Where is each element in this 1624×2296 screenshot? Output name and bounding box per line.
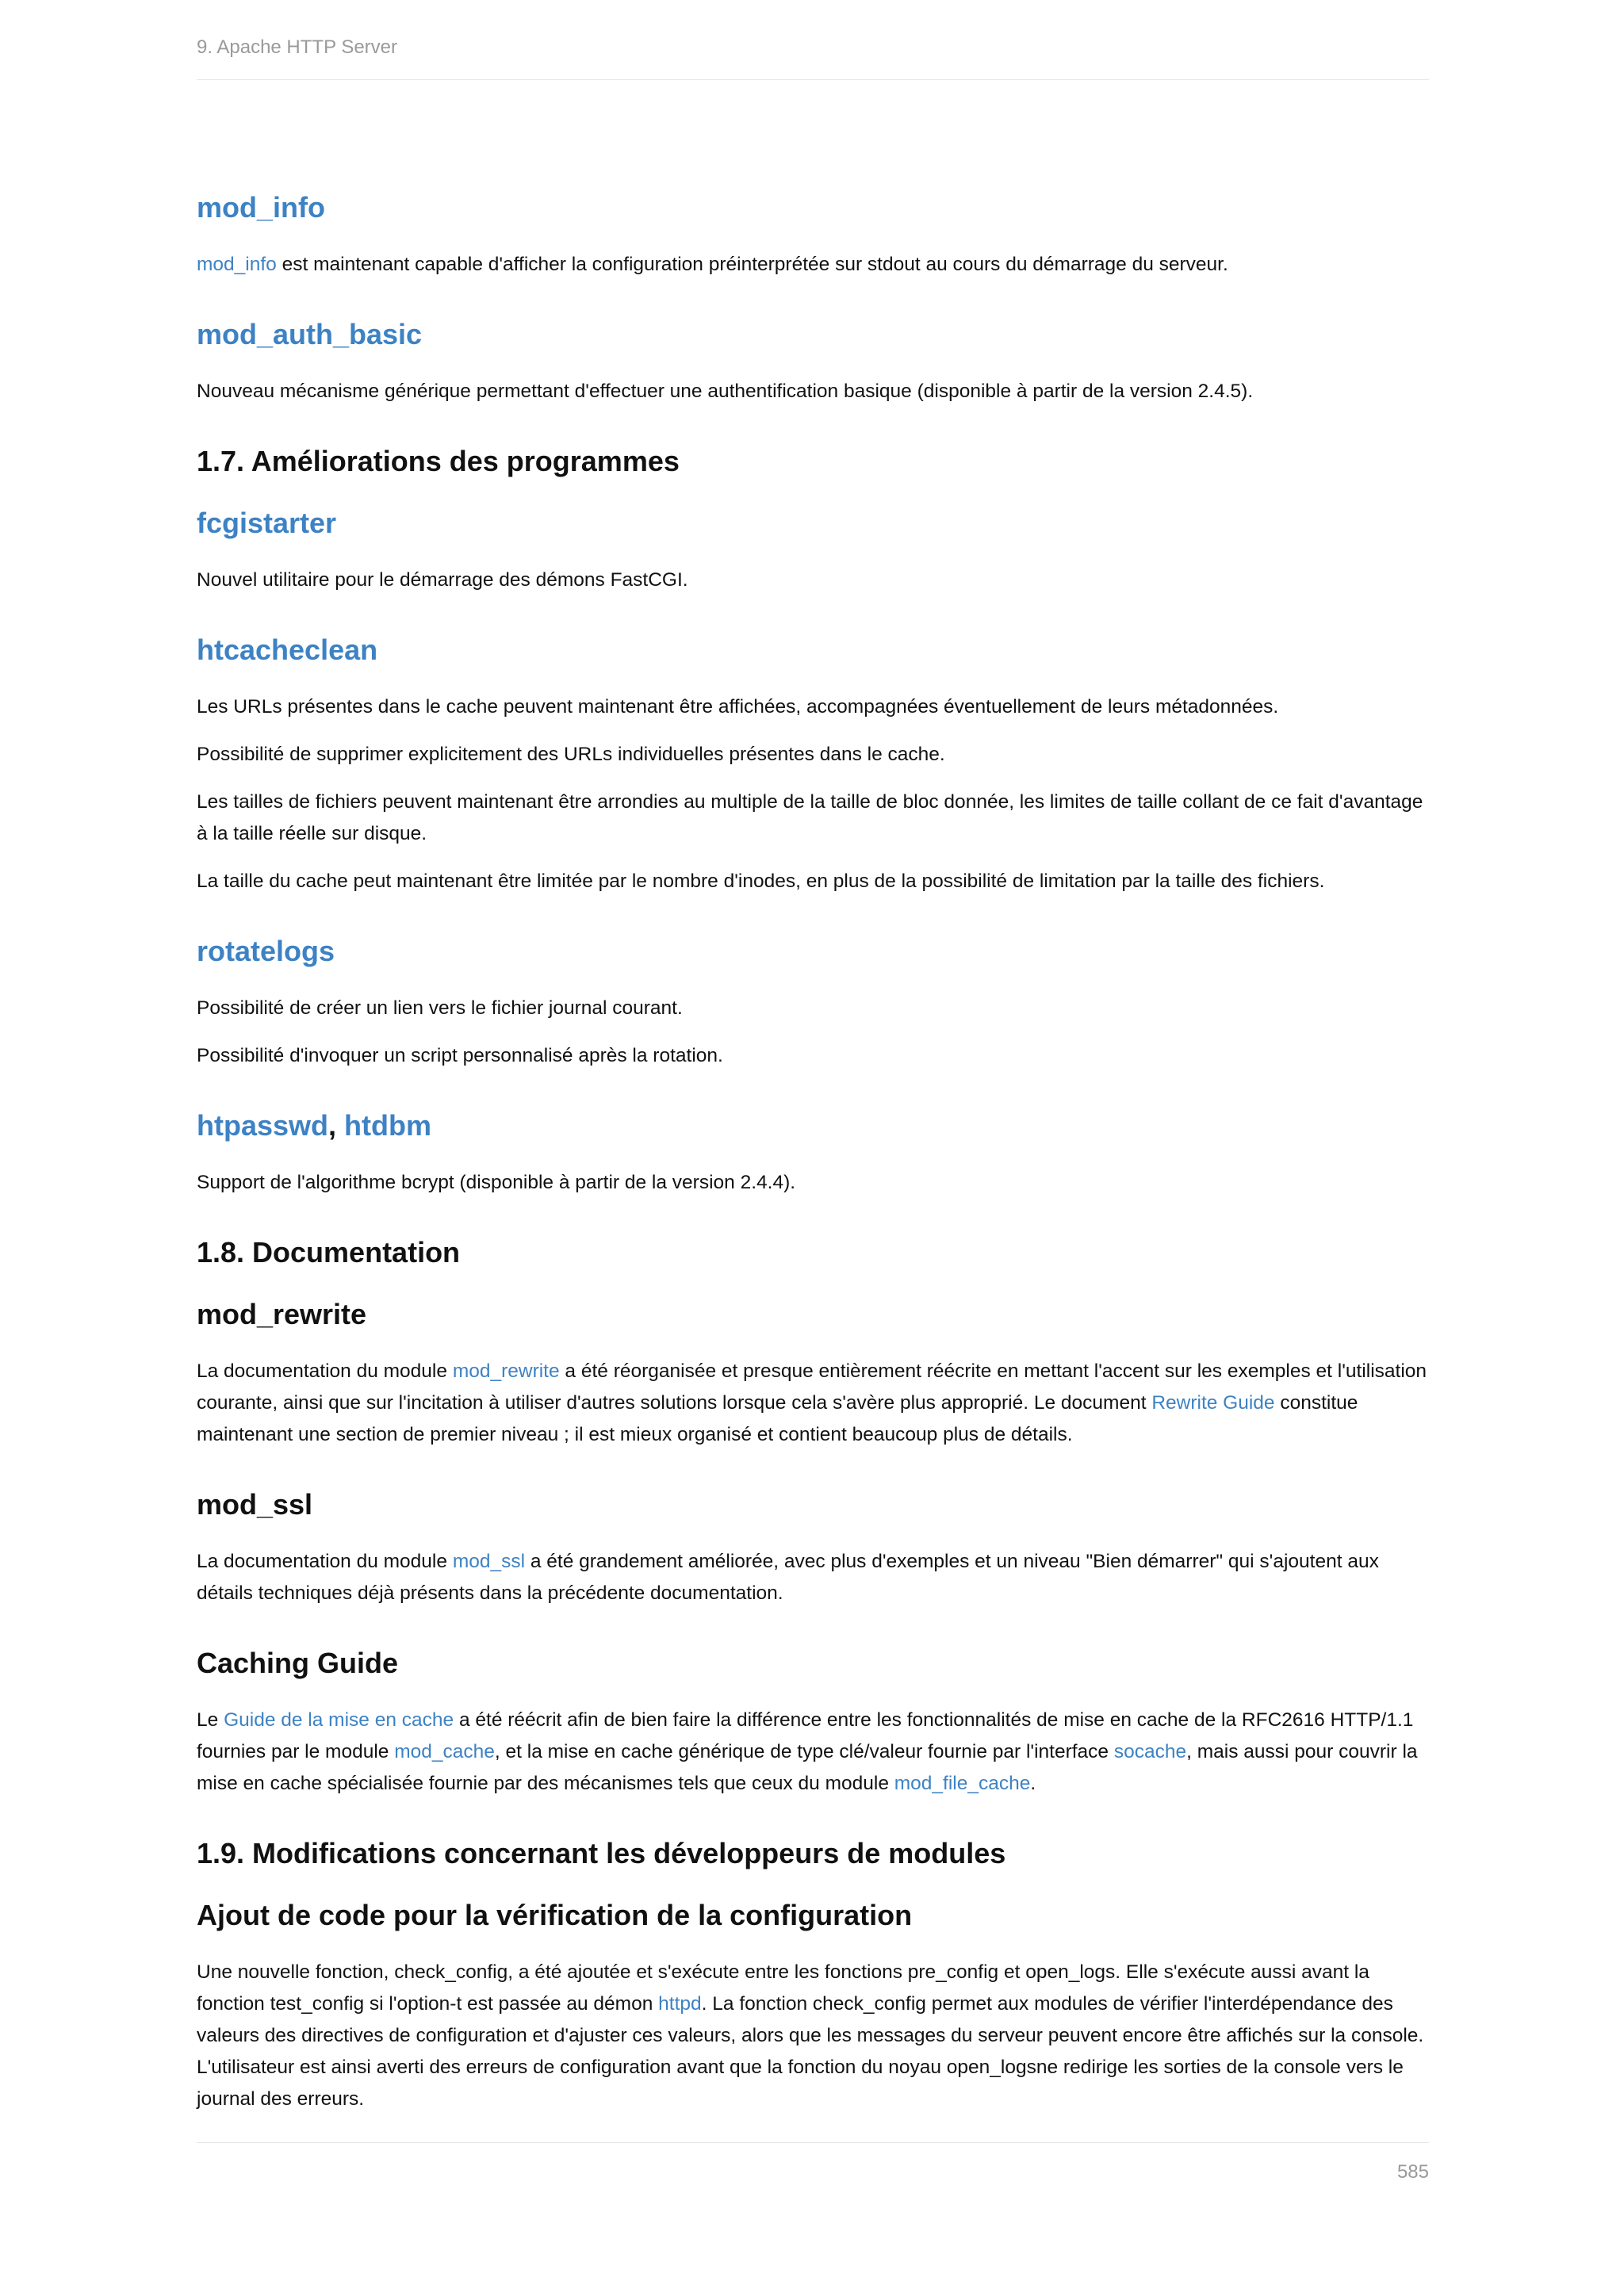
htcacheclean-heading-link[interactable]: htcacheclean (197, 633, 378, 666)
section-title-1-9: 1.9. Modifications concernant les développeurs de modules (197, 1837, 1006, 1869)
htpasswd-paragraph: Support de l'algorithme bcrypt (disponible à partir de la version 2.4.4). (197, 1172, 796, 1193)
heading-caching-guide: Caching Guide (197, 1647, 399, 1679)
heading-htcacheclean (197, 633, 1429, 668)
htdbm-heading-link[interactable]: htdbm (344, 1109, 432, 1142)
mod-ssl-text-b: a été grandement améliorée, avec plus d'exemples et un niveau "Bien démarrer" qui s'ajoutent aux détails techniques déjà présents dans la précédente documentation. (197, 1551, 1379, 1604)
htcacheclean-paragraph-2: Possibilité de supprimer explicitement des URLs individuelles présentes dans le cache. (197, 744, 945, 765)
htcacheclean-paragraph-3: Les tailles de fichiers peuvent maintenant être arrondies au multiple de la taille de bloc donnée, les limites de taille collant de ce fait d'avantage à la taille réelle sur disque. (197, 791, 1423, 844)
heading-fcgistarter (197, 506, 1429, 541)
rotatelogs-paragraph-2: Possibilité d'invoquer un script personnalisé après la rotation. (197, 1045, 723, 1066)
heading-rotatelogs (197, 934, 1429, 969)
caching-text-b: a été réécrit afin de bien faire la différence entre les fonctionnalités de mise en cache de la RFC2616 HTTP/1.1 fournies par le module (197, 1709, 1414, 1762)
mod-rewrite-text-a: La documentation du module (197, 1360, 453, 1382)
mod-info-text: est maintenant capable d'afficher la configuration préinterprétée sur stdout au cours du démarrage du serveur. (276, 254, 1228, 275)
heading-mod-auth-basic (197, 317, 1429, 352)
page-number: 585 (1396, 2161, 1429, 2183)
caching-text-c: , et la mise en cache générique de type clé/valeur fournie par l'interface (494, 1741, 1114, 1762)
caching-guide-link[interactable]: Guide de la mise en cache (224, 1709, 454, 1731)
mod-rewrite-text-c: constitue maintenant une section de premier niveau ; il est mieux organisé et contient beaucoup plus de détails. (197, 1392, 1358, 1445)
mod-rewrite-link[interactable]: mod_rewrite (452, 1360, 560, 1382)
config-check-paragraph (197, 1957, 1429, 2115)
mod-auth-basic-paragraph: Nouveau mécanisme générique permettant d'effectuer une authentification basique (disponible à partir de la version 2.4.5). (197, 381, 1254, 402)
caching-text-a: Le (197, 1709, 224, 1731)
heading-mod-info (197, 190, 1429, 225)
socache-link[interactable]: socache (1113, 1741, 1187, 1762)
mod-rewrite-paragraph (197, 1356, 1429, 1451)
httpd-link[interactable]: httpd (658, 1993, 702, 2015)
running-header: 9. Apache HTTP Server (197, 36, 1429, 80)
mod-info-paragraph (197, 249, 1429, 281)
htcacheclean-paragraph-4: La taille du cache peut maintenant être limitée par le nombre d'inodes, en plus de la possibilité de limitation par la taille des fichiers. (197, 871, 1325, 892)
fcgistarter-heading-link[interactable]: fcgistarter (197, 507, 337, 539)
section-title-1-7: 1.7. Améliorations des programmes (197, 445, 680, 477)
heading-mod-ssl: mod_ssl (197, 1488, 313, 1521)
caching-text-e: . (1030, 1773, 1036, 1794)
heading-config-check: Ajout de code pour la vérification de la configuration (197, 1899, 913, 1931)
rewrite-guide-link[interactable]: Rewrite Guide (1151, 1392, 1275, 1414)
rotatelogs-heading-link[interactable]: rotatelogs (197, 935, 335, 967)
htcacheclean-paragraph-1: Les URLs présentes dans le cache peuvent maintenant être affichées, accompagnées éventuellement de leurs métadonnées. (197, 696, 1279, 718)
fcgistarter-paragraph: Nouvel utilitaire pour le démarrage des démons FastCGI. (197, 569, 688, 591)
heading-mod-rewrite: mod_rewrite (197, 1298, 367, 1330)
config-check-text-a: Une nouvelle fonction, check_config, a été ajoutée et s'exécute entre les fonctions pre_config et open_logs. Elle s'exécute aussi avant la fonction test_config si l'option-t est passée au démon (197, 1961, 1369, 2015)
mod-ssl-link[interactable]: mod_ssl (452, 1551, 526, 1572)
mod-cache-link[interactable]: mod_cache (394, 1741, 495, 1762)
mod-ssl-text-a: La documentation du module (197, 1551, 453, 1572)
config-check-text-b: . La fonction check_config permet aux modules de vérifier l'interdépendance des valeurs des directives de configuration et d'ajuster ces valeurs, alors que les messages du serveur peuvent encore être affichés sur la console. L'utilisateur est ainsi averti des erreurs de configuration avant que la fonction du noyau open_logsne redirige les sorties de la console vers le journal des erreurs. (197, 1993, 1424, 2110)
mod-file-cache-link[interactable]: mod_file_cache (894, 1773, 1031, 1794)
mod-info-heading-link[interactable]: mod_info (197, 191, 325, 224)
htpasswd-heading-link[interactable]: htpasswd (197, 1109, 329, 1142)
mod-rewrite-text-b: a été réorganisée et presque entièrement réécrite en mettant l'accent sur les exemples et l'utilisation courante, ainsi que sur l'incitation à utiliser d'autres solutions lorsque cela s'avère plus approprié. Le document (197, 1360, 1427, 1414)
caching-text-d: , mais aussi pour couvrir la mise en cache spécialisée fournie par des mécanismes tels que ceux du module (197, 1741, 1418, 1794)
section-title-1-8: 1.8. Documentation (197, 1236, 461, 1269)
mod-auth-basic-heading-link[interactable]: mod_auth_basic (197, 318, 423, 350)
mod-ssl-paragraph (197, 1546, 1429, 1609)
heading-separator: , (328, 1109, 345, 1142)
heading-htpasswd-htdbm (197, 1108, 1429, 1143)
mod-info-link[interactable]: mod_info (197, 254, 277, 275)
page-content (197, 190, 1429, 2131)
footer-divider (197, 2142, 1429, 2143)
caching-guide-paragraph (197, 1705, 1429, 1800)
rotatelogs-paragraph-1: Possibilité de créer un lien vers le fichier journal courant. (197, 997, 683, 1019)
